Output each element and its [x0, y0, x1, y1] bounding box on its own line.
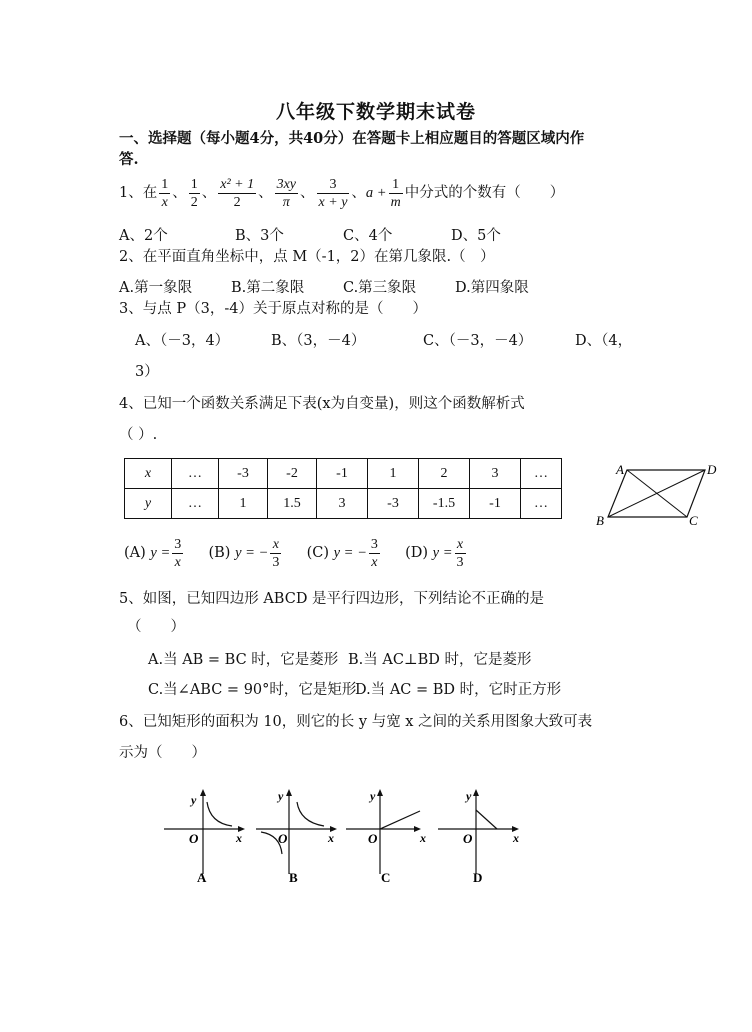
table-cell: …: [172, 459, 219, 489]
q3-option-a: A、（－3，4）: [135, 333, 230, 349]
q1-fraction-5: $\frac{3}{x + y}$: [318, 176, 348, 210]
table-cell: …: [521, 459, 562, 489]
q1-suffix: 中分式的个数有（ ）: [404, 185, 565, 201]
q1-prefix: 1、在: [119, 185, 158, 201]
svg-text:x: x: [236, 831, 242, 845]
table-cell: 3: [470, 459, 521, 489]
q1-term-6-lead: a +: [365, 185, 387, 201]
table-cell: -3: [368, 489, 419, 519]
vertex-label-c: C: [689, 513, 698, 528]
q5-option-d: D.当 AC = BD 时，它时正方形: [355, 682, 562, 698]
svg-text:O: O: [463, 831, 473, 846]
q2-option-c: C.第三象限: [343, 280, 417, 296]
table-cell: …: [172, 489, 219, 519]
q1-fraction-6: $\frac{1}{m}$: [390, 176, 401, 210]
q1-option-a: A、2个: [119, 228, 168, 244]
svg-text:O: O: [189, 831, 199, 846]
table-cell: …: [521, 489, 562, 519]
question-3-stem: 3、与点 P（3，-4）关于原点对称的是（ ）: [119, 301, 427, 317]
table-cell: 1: [219, 489, 268, 519]
q4-option-d-label: (D): [405, 545, 429, 561]
q4-option-c-label: (C): [306, 545, 329, 561]
svg-text:y: y: [191, 793, 197, 807]
graph-option-c: [342, 782, 432, 887]
q4-option-a-label: (A): [124, 545, 146, 561]
q2-option-d: D.第四象限: [455, 280, 529, 296]
function-table: [124, 458, 562, 519]
q3-option-c: C、（－3，－4）: [423, 333, 533, 349]
graph-label-d: D: [473, 870, 483, 885]
table-row-x: [125, 459, 562, 489]
svg-text:x: x: [513, 831, 519, 845]
question-5-stem: 5、如图，已知四边形 ABCD 是平行四边形，下列结论不正确的是: [119, 591, 545, 607]
table-cell: 2: [419, 459, 470, 489]
table-cell: -1: [470, 489, 521, 519]
table-cell: 3: [317, 489, 368, 519]
graph-label-c: C: [381, 870, 391, 885]
question-1-stem: 1、在 $\frac{1}{x}$ 、 $\frac{1}{2}$ 、 $\frac{\text{x² + 1}}{2}$ 、 $\frac{3xy}{\pi}$ 、 $\frac{3}{x + y}$ 、a + $\frac{1}{m}$ 中分式的个数有（ ）: [119, 176, 565, 210]
section-heading-line2: 答.: [119, 151, 139, 168]
q2-option-a: A.第一象限: [119, 280, 193, 296]
section-heading-line1: 一、选择题（每小题4分，共40分）在答题卡上相应题目的答题区域内作: [119, 130, 585, 147]
table-cell: -2: [268, 459, 317, 489]
graph-option-a: [160, 782, 250, 887]
graph-option-b: [252, 782, 342, 887]
svg-text:O: O: [278, 831, 288, 846]
q5-option-b: B.当 AC⊥BD 时，它是菱形: [348, 652, 532, 668]
question-4-stem-cont: （ ）.: [119, 427, 158, 443]
q2-option-b: B.第二象限: [231, 280, 305, 296]
q4-options: (A) y = $\frac{3}{x}$ (B) y = − $\frac{x}{3}$ (C) y = − $\frac{3}{x}$ (D) y = $\frac{x}{3}$: [124, 536, 464, 570]
vertex-label-d: D: [707, 462, 717, 477]
svg-text:y: y: [370, 789, 376, 803]
table-row-y: [125, 489, 562, 519]
q3-option-d: D、（4，: [575, 333, 633, 349]
table-cell: x: [125, 459, 172, 489]
q3-option-b: B、（3，－4）: [271, 333, 366, 349]
svg-text:y: y: [278, 789, 284, 803]
q1-option-c: C、4个: [343, 228, 393, 244]
graph-option-d: [434, 782, 524, 887]
svg-text:x: x: [420, 831, 426, 845]
svg-text:O: O: [368, 831, 378, 846]
table-cell: 1.5: [268, 489, 317, 519]
exam-title: 八年级下数学期末试卷: [275, 101, 476, 123]
question-6-stem: 6、已知矩形的面积为 10，则它的长 y 与宽 x 之间的关系用图象大致可表: [119, 714, 593, 730]
q1-fraction-3: $\frac{\text{x² + 1}}{2}$: [220, 176, 255, 210]
q1-option-d: D、5个: [451, 228, 501, 244]
vertex-label-a: A: [616, 462, 624, 477]
q5-option-c: C.当∠ABC = 90°时，它是矩形: [148, 682, 357, 698]
table-cell: -1.5: [419, 489, 470, 519]
question-5-stem-cont: （ ）: [127, 619, 185, 635]
graph-label-a: A: [197, 870, 207, 885]
table-cell: y: [125, 489, 172, 519]
q5-option-a: A.当 AB = BC 时，它是菱形: [148, 652, 339, 668]
q4-option-b-label: (B): [208, 545, 231, 561]
table-cell: 1: [368, 459, 419, 489]
question-6-stem-cont: 示为（ ）: [119, 745, 206, 761]
q1-option-b: B、3个: [235, 228, 284, 244]
question-4-stem: 4、已知一个函数关系满足下表(x为自变量)，则这个函数解析式: [119, 396, 525, 412]
q1-fraction-2: $\frac{1}{2}$: [190, 176, 198, 210]
vertex-label-b: B: [596, 513, 604, 528]
graph-label-b: B: [289, 870, 298, 885]
q3-option-d-continued: 3）: [135, 364, 159, 380]
q1-fraction-1: $\frac{1}{x}$: [161, 176, 169, 210]
table-cell: -3: [219, 459, 268, 489]
table-cell: -1: [317, 459, 368, 489]
parallelogram-figure: [590, 458, 730, 530]
svg-text:x: x: [328, 831, 334, 845]
question-2-stem: 2、在平面直角坐标中，点 M（-1，2）在第几象限.（ ）: [119, 249, 495, 265]
svg-text:y: y: [466, 789, 472, 803]
q1-fraction-4: $\frac{3xy}{\pi}$: [276, 176, 297, 210]
